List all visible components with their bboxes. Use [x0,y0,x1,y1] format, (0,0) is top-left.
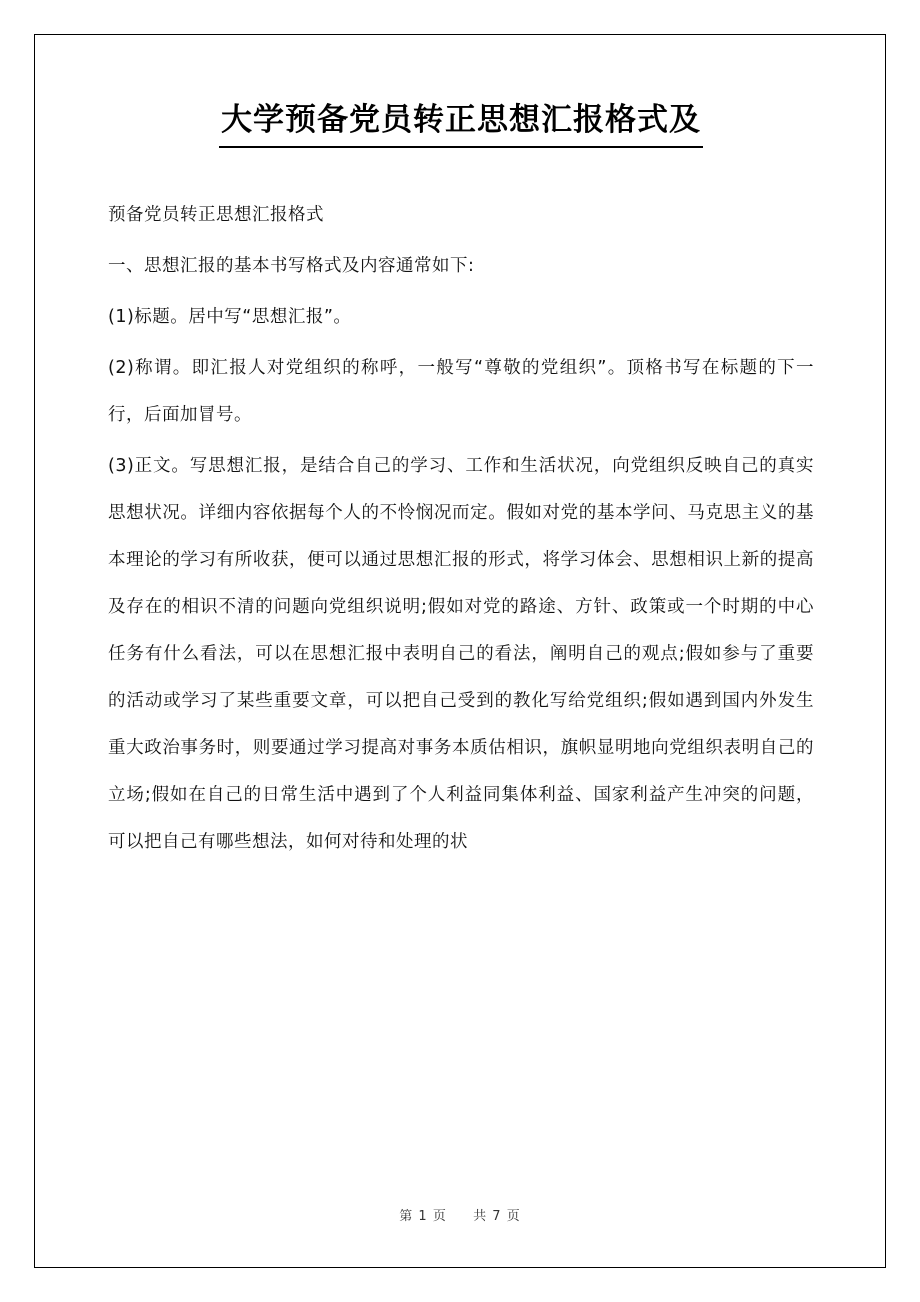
footer-page-suffix: 页 [432,1209,447,1224]
footer-total-pages: 7 [492,1209,502,1224]
footer-total-prefix: 共 [473,1209,488,1224]
footer-page-prefix: 第 [399,1209,414,1224]
paragraph-2: 一、思想汇报的基本书写格式及内容通常如下: [108,255,475,276]
title-container [108,100,814,166]
footer-total-suffix: 页 [506,1209,521,1224]
paragraph-4: (2)称谓。即汇报人对党组织的称呼，一般写“尊敬的党组织”。顶格书写在标题的下一行，后面加冒号。 [108,357,814,425]
footer-current-page: 1 [418,1209,428,1224]
document-content [108,100,814,866]
paragraph-3: (1)标题。居中写“思想汇报”。 [108,306,352,327]
paragraph-5: (3)正文。写思想汇报，是结合自己的学习、工作和生活状况，向党组织反映自己的真实思想状况。详细内容依据每个人的不怜悯况而定。假如对党的基本学问、马克思主义的基本理论的学习有所收获，便可以通过思想汇报的形式，将学习体会、思想相识上新的提高及存在的相识不清的问题向党组织说明;假如对党的路途、方针、政策或一个时期的中心任务有什么看法，可以在思想汇报中表明自己的看法，阐明自己的观点;假如参与了重要的活动或学习了某些重要文章，可以把自己受到的教化写给党组织;假如遇到国内外发生重大政治事务时，则要通过学习提高对事务本质估相识，旗帜显明地向党组织表明自己的立场;假如在自己的日常生活中遇到了个人利益同集体利益、国家利益产生冲突的问题，可以把自己有哪些想法，如何对待和处理的状 [108,455,814,852]
page-title: 大学预备党员转正思想汇报格式及 [219,100,703,148]
page-footer [0,1205,920,1224]
paragraph-1: 预备党员转正思想汇报格式 [108,204,324,225]
